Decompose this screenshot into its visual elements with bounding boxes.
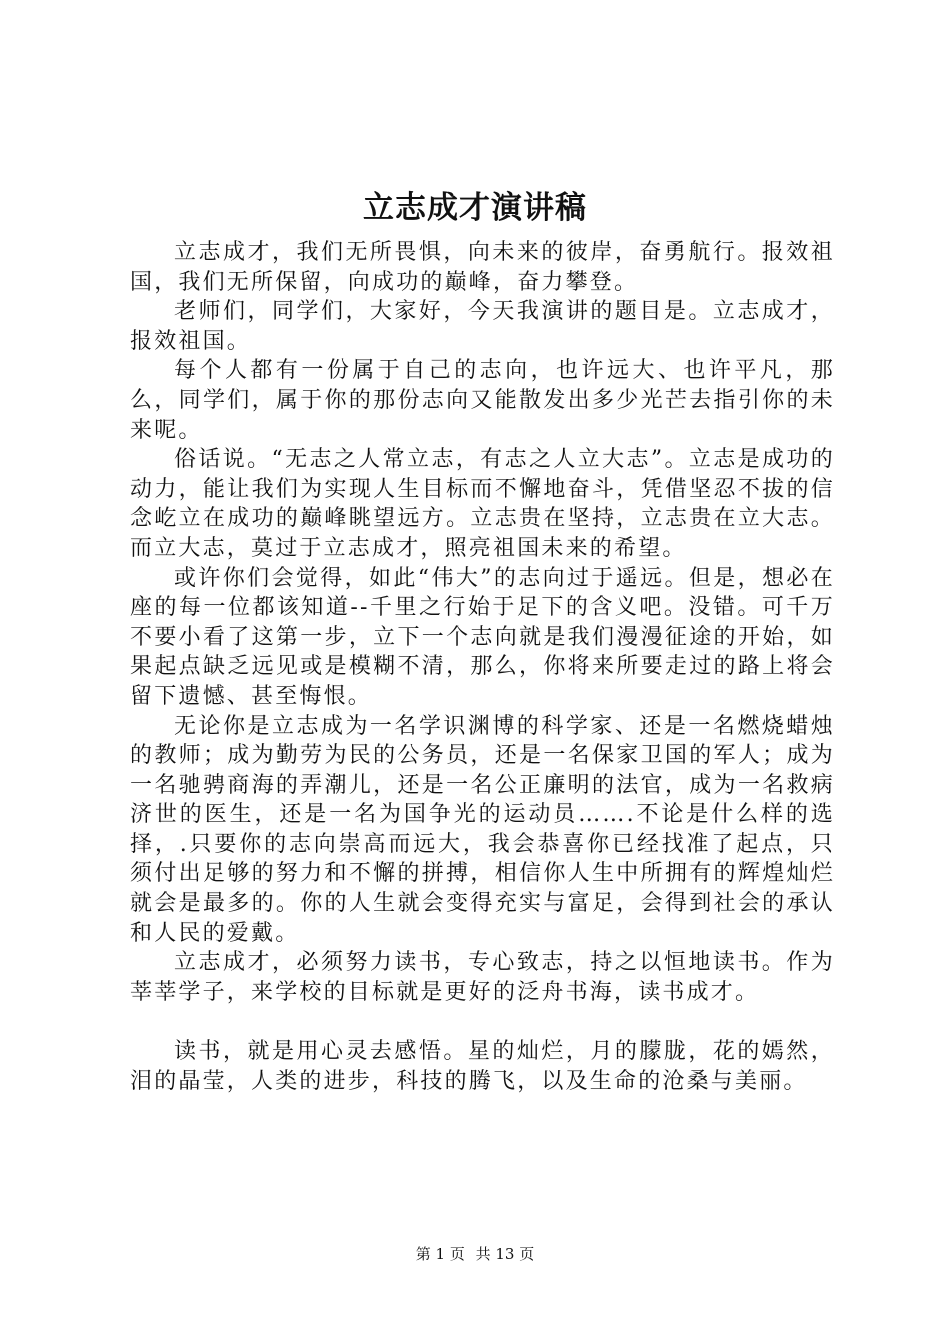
paragraph: 立志成才，必须努力读书，专心致志，持之以恒地读书。作为莘莘学子，来学校的目标就是更好的泛舟书海，读书成才。	[130, 950, 835, 1005]
document-title: 立志成才演讲稿	[363, 190, 587, 226]
paragraph: 读书，就是用心灵去感悟。星的灿烂，月的朦胧，花的嫣然，泪的晶莹，人类的进步，科技的腾飞，以及生命的沧桑与美丽。	[130, 1039, 835, 1094]
paragraph: 每个人都有一份属于自己的志向，也许远大、也许平凡，那么，同学们，属于你的那份志向又能散发出多少光芒去指引你的未来呢。	[130, 358, 835, 443]
paragraph: 立志成才，我们无所畏惧，向未来的彼岸，奋勇航行。报效祖国，我们无所保留，向成功的巅峰，奋力攀登。	[130, 240, 835, 295]
paragraph: 无论你是立志成为一名学识渊博的科学家、还是一名燃烧蜡烛的教师；成为勤劳为民的公务员，还是一名保家卫国的军人；成为一名驰骋商海的弄潮儿，还是一名公正廉明的法官，成为一名救病济世的医生，还是一名为国争光的运动员…….不论是什么样的选择，.只要你的志向崇高而远大，我会恭喜你已经找准了起点，只须付出足够的努力和不懈的拼搏，相信你人生中所拥有的辉煌灿烂就会是最多的。你的人生就会变得充实与富足，会得到社会的承认和人民的爱戴。	[130, 713, 835, 946]
paragraph: 或许你们会觉得，如此“伟大”的志向过于遥远。但是，想必在座的每一位都该知道--千里之行始于足下的含义吧。没错。可千万不要小看了这第一步，立下一个志向就是我们漫漫征途的开始，如果起点缺乏远见或是模糊不清，那么，你将来所要走过的路上将会留下遗憾、甚至悔恨。	[130, 565, 835, 709]
page-footer	[0, 1244, 950, 1264]
page-total: 共 13 页	[475, 1245, 535, 1263]
paragraph: 俗话说。“无志之人常立志，有志之人立大志”。立志是成功的动力，能让我们为实现人生目标而不懈地奋斗，凭借坚忍不拔的信念屹立在成功的巅峰眺望远方。立志贵在坚持，立志贵在立大志。而立大志，莫过于立志成才，照亮祖国未来的希望。	[130, 447, 835, 561]
paragraph: 老师们，同学们，大家好，今天我演讲的题目是。立志成才，报效祖国。	[130, 299, 835, 354]
page-number: 第 1 页	[415, 1245, 465, 1263]
document-body	[130, 238, 835, 1096]
